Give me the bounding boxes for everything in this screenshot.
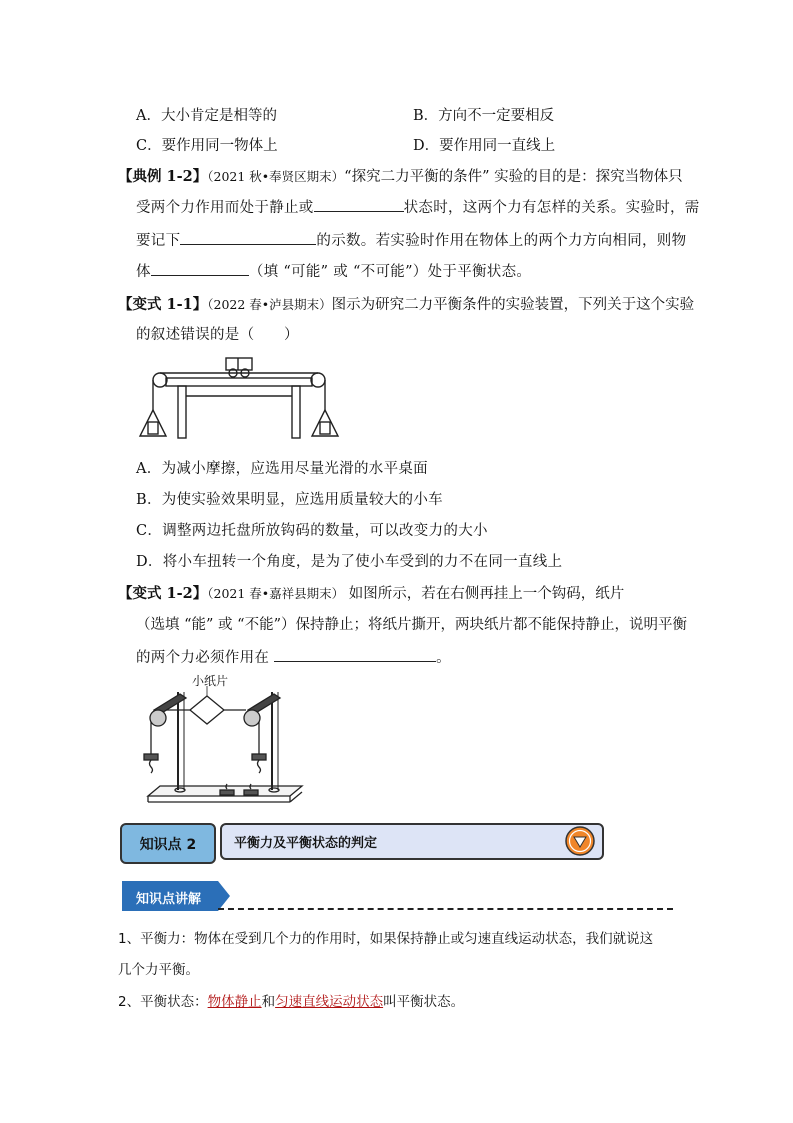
example-1-2-line4 bbox=[136, 260, 531, 281]
answer-blank-2[interactable] bbox=[180, 230, 316, 245]
text-segment: 。 bbox=[436, 650, 451, 666]
variant-tag: 【变式 1-1】 bbox=[118, 296, 208, 313]
variant-source: （2022 春•泸县期末） bbox=[207, 297, 332, 312]
variant-1-2-line1 bbox=[118, 582, 624, 603]
weight-pan-right bbox=[312, 410, 338, 436]
cart-table-figure bbox=[138, 350, 343, 440]
spare-weight bbox=[220, 790, 234, 795]
answer-blank-1[interactable] bbox=[314, 197, 404, 212]
variant-1-1-line2: 的叙述错误的是（ ） bbox=[136, 327, 299, 343]
knowledge-point-title: 平衡力及平衡状态的判定 bbox=[234, 836, 378, 851]
text-segment: 要记下 bbox=[136, 233, 181, 249]
highlight-term: 匀速直线运动状态 bbox=[275, 994, 384, 1010]
text-segment: 体 bbox=[136, 264, 151, 280]
variant-1-1-option-c: C．调整两边托盘所放钩码的数量，可以改变力的大小 bbox=[136, 523, 488, 539]
text-segment: 状态时，这两个力有怎样的关系。实验时，需 bbox=[403, 200, 700, 216]
variant-text: 如图所示，若在右侧再挂上一个钩码，纸片 bbox=[344, 586, 625, 602]
knowledge-point-badge bbox=[120, 823, 216, 864]
text-segment: 叫平衡状态。 bbox=[383, 994, 465, 1010]
pulley-left bbox=[153, 373, 167, 387]
option-c: C．要作用同一物体上 bbox=[136, 138, 278, 154]
hook-weight-left bbox=[144, 754, 158, 760]
variant-source: （2021 春•嘉祥县期末） bbox=[207, 586, 345, 601]
weight-pan-left bbox=[140, 410, 166, 436]
spare-weight bbox=[244, 790, 258, 795]
paper-card-label: 小纸片 bbox=[192, 674, 229, 688]
table-top bbox=[166, 378, 312, 386]
pulley-left bbox=[150, 710, 166, 726]
paper-card bbox=[190, 696, 224, 724]
paper-card-figure bbox=[140, 672, 310, 812]
paragraph-2 bbox=[118, 990, 464, 1010]
text-segment: 受两个力作用而处于静止或 bbox=[136, 200, 314, 216]
variant-1-2-line2: （选填 “能” 或 “不能”）保持静止；将纸片撕开，两块纸片都不能保持静止，说明平衡 bbox=[136, 617, 687, 633]
table-leg-right bbox=[292, 386, 300, 438]
cart-body bbox=[226, 358, 252, 370]
knowledge-point-title-bar bbox=[220, 823, 604, 860]
table-leg-left bbox=[178, 386, 186, 438]
variant-1-1-option-d: D．将小车扭转一个角度，是为了使小车受到的力不在同一直线上 bbox=[136, 554, 563, 570]
paragraph-1-line1: 1、平衡力：物体在受到几个力的作用时，如果保持静止或匀速直线运动状态，我们就说这 bbox=[118, 931, 654, 947]
example-text: “探究二力平衡的条件” 实验的目的是：探究当物体只 bbox=[344, 169, 683, 185]
collapse-arrow-icon[interactable] bbox=[565, 826, 595, 856]
variant-1-1-option-a: A．为减小摩擦，应选用尽量光滑的水平桌面 bbox=[136, 461, 428, 477]
variant-1-1-option-b: B．为使实验效果明显，应选用质量较大的小车 bbox=[136, 492, 443, 508]
badge-text: 知识点 2 bbox=[139, 836, 197, 853]
text-segment: 的两个力必须作用在 bbox=[136, 650, 275, 666]
option-b: B．方向不一定要相反 bbox=[413, 108, 555, 124]
text-segment: 2、平衡状态： bbox=[118, 994, 208, 1010]
text-segment: 的示数。若实验时作用在物体上的两个力方向相同，则物 bbox=[316, 233, 687, 249]
pulley-right bbox=[311, 373, 325, 387]
example-1-2-line1 bbox=[118, 165, 683, 186]
example-1-2-line2 bbox=[136, 196, 700, 217]
example-source: （2021 秋•奉贤区期末） bbox=[207, 169, 345, 184]
option-d: D．要作用同一直线上 bbox=[413, 138, 556, 154]
variant-1-2-line3 bbox=[136, 646, 451, 667]
answer-blank-4[interactable] bbox=[274, 647, 436, 662]
text-segment: 和 bbox=[261, 994, 276, 1010]
text-segment: （填 “可能” 或 “不可能”）处于平衡状态。 bbox=[248, 264, 532, 280]
example-1-2-line3 bbox=[136, 229, 686, 250]
section-tag-label: 知识点讲解 bbox=[136, 892, 202, 907]
section-divider bbox=[218, 908, 673, 914]
example-tag: 【典例 1-2】 bbox=[118, 168, 208, 185]
answer-blank-3[interactable] bbox=[151, 261, 249, 276]
variant-tag: 【变式 1-2】 bbox=[118, 585, 208, 602]
variant-1-1-line1 bbox=[118, 293, 694, 314]
weight-left bbox=[148, 422, 158, 434]
highlight-term: 物体静止 bbox=[207, 994, 262, 1010]
variant-text: 图示为研究二力平衡条件的实验装置，下列关于这个实验 bbox=[331, 297, 695, 313]
option-a: A．大小肯定是相等的 bbox=[136, 108, 277, 124]
pulley-right bbox=[244, 710, 260, 726]
hook-weight-right bbox=[252, 754, 266, 760]
paragraph-1-line2: 几个力平衡。 bbox=[118, 962, 199, 978]
weight-right bbox=[320, 422, 330, 434]
